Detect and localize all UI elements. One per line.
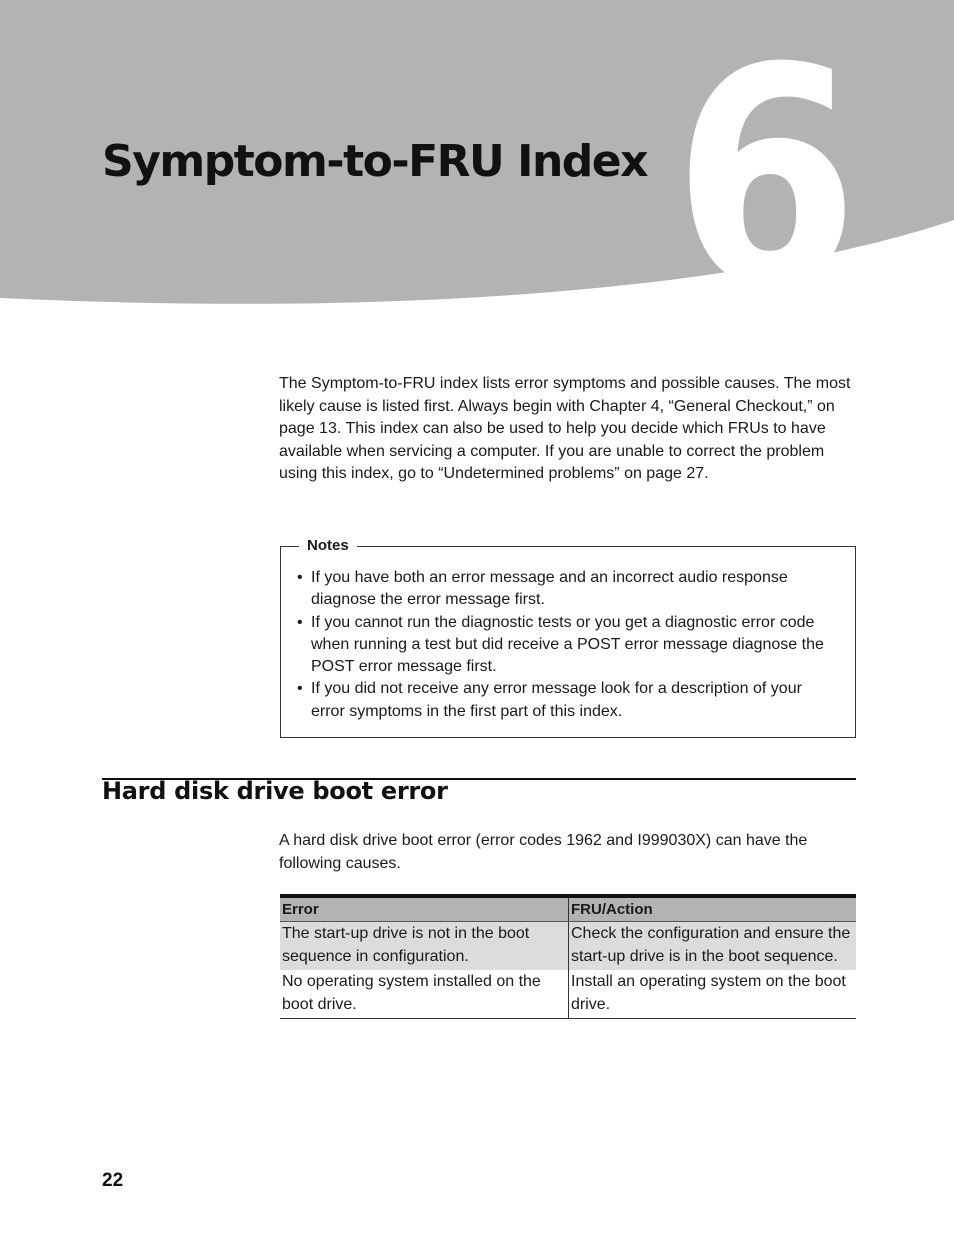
bullet-icon: • [297,680,303,698]
section-heading: Hard disk drive boot error [102,777,448,805]
notes-list [297,567,837,723]
note-text: If you have both an error message and an incorrect audio response diagnose the error message first. [311,569,788,609]
column-header-fru-action: FRU/Action [569,896,857,922]
page-number: 22 [102,1170,124,1191]
table-cell-error: The start-up drive is not in the boot sequence in configuration. [280,922,569,971]
table-row [280,970,856,1019]
fru-table [280,894,856,1019]
notes-label: Notes [299,535,357,557]
intro-paragraph: The Symptom-to-FRU index lists error symptoms and possible causes. The most likely cause is listed first. Always begin with Chapter 4, “General Checkout,” on page 13. This index can also be used to help you decide which FRUs to have available when servicing a computer. If you are unable to correct the problem using this index, go to “Undetermined problems” on page 27. [279,375,851,482]
list-item [297,567,837,612]
note-text: If you did not receive any error message look for a description of your error symptoms in the first part of this index. [311,680,802,720]
note-text: If you cannot run the diagnostic tests or you get a diagnostic error code when running a test but did receive a POST error message diagnose the POST error message first. [311,613,824,676]
notes-box [280,537,856,738]
table-cell-action: Install an operating system on the boot drive. [569,970,857,1019]
list-item [297,678,837,723]
chapter-number: 6 [673,4,859,320]
table-cell-error: No operating system installed on the boot drive. [280,970,569,1019]
table-header-row [280,896,856,922]
column-header-error: Error [280,896,569,922]
bullet-icon: • [297,613,303,631]
section-paragraph: A hard disk drive boot error (error codes 1962 and I999030X) can have the following causes. [279,832,808,872]
chapter-title: Symptom-to-FRU Index [102,136,648,187]
table-cell-action: Check the configuration and ensure the start-up drive is in the boot sequence. [569,922,857,971]
table-row [280,922,856,971]
bullet-icon: • [297,569,303,586]
list-item [297,612,837,679]
